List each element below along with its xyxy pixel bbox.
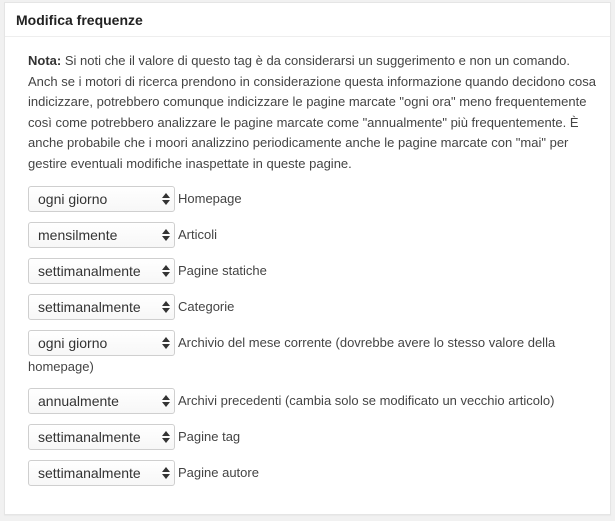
frequency-row-categories: [28, 294, 598, 320]
current-archive-frequency-select[interactable]: [28, 330, 175, 356]
frequency-rows: [28, 186, 610, 486]
note-paragraph: [28, 51, 598, 174]
select-arrows-icon: [162, 430, 170, 444]
panel-header: [5, 3, 610, 37]
select-value: ogni giorno: [38, 191, 108, 207]
categories-frequency-select[interactable]: [28, 294, 175, 320]
select-arrows-icon: [162, 300, 170, 314]
static-pages-frequency-select[interactable]: [28, 258, 175, 284]
select-value: settimanalmente: [38, 263, 141, 279]
panel-title: Modifica frequenze: [16, 12, 143, 28]
row-label: Pagine tag: [178, 429, 241, 444]
select-value: mensilmente: [38, 227, 118, 243]
frequency-row-homepage: [28, 186, 598, 212]
author-pages-frequency-select[interactable]: [28, 460, 175, 486]
note-text: Si noti che il valore di questo tag è da considerarsi un suggerimento e non un comando. Anch se i motori di ricerca prendono in considerazione questa informazione quando decidono cosa indicizzare, potrebbero comunque indicizzare le pagine marcate "ogni ora" meno frequentemente così come potrebbero analizzare le pagine marcate come "annualmente" più frequentemente. È anche probabile che i moori analizzino periodicamente anche le pagine marcate con "mai" per gestire eventuali modifiche inaspettate in queste pagine.: [28, 53, 597, 171]
panel-body: [5, 37, 610, 486]
frequency-row-older-archives: [28, 388, 598, 414]
select-arrows-icon: [162, 466, 170, 480]
homepage-frequency-select[interactable]: [28, 186, 175, 212]
select-value: annualmente: [38, 393, 119, 409]
select-arrows-icon: [162, 228, 170, 242]
select-value: settimanalmente: [38, 429, 141, 445]
frequency-row-posts: [28, 222, 598, 248]
note-label: Nota:: [28, 53, 62, 68]
tag-pages-frequency-select[interactable]: [28, 424, 175, 450]
row-label: Pagine autore: [178, 465, 259, 480]
select-value: settimanalmente: [38, 299, 141, 315]
select-arrows-icon: [162, 394, 170, 408]
frequency-row-tag-pages: [28, 424, 598, 450]
row-label: Pagine statiche: [178, 263, 267, 278]
row-label: Homepage: [178, 191, 242, 206]
row-label-continuation: homepage): [28, 359, 94, 374]
row-label: Archivio del mese corrente (dovrebbe avere lo stesso valore della: [178, 335, 556, 350]
select-arrows-icon: [162, 336, 170, 350]
frequency-row-author-pages: [28, 460, 598, 486]
row-label: Archivi precedenti (cambia solo se modificato un vecchio articolo): [178, 393, 555, 408]
row-label: Categorie: [178, 299, 235, 314]
select-value: ogni giorno: [38, 335, 108, 351]
posts-frequency-select[interactable]: [28, 222, 175, 248]
frequency-row-current-month-archive: [28, 330, 598, 378]
select-arrows-icon: [162, 192, 170, 206]
frequency-row-static-pages: [28, 258, 598, 284]
select-value: settimanalmente: [38, 465, 141, 481]
row-label: Articoli: [178, 227, 218, 242]
select-arrows-icon: [162, 264, 170, 278]
change-frequencies-panel: [4, 2, 611, 515]
older-archives-frequency-select[interactable]: [28, 388, 175, 414]
